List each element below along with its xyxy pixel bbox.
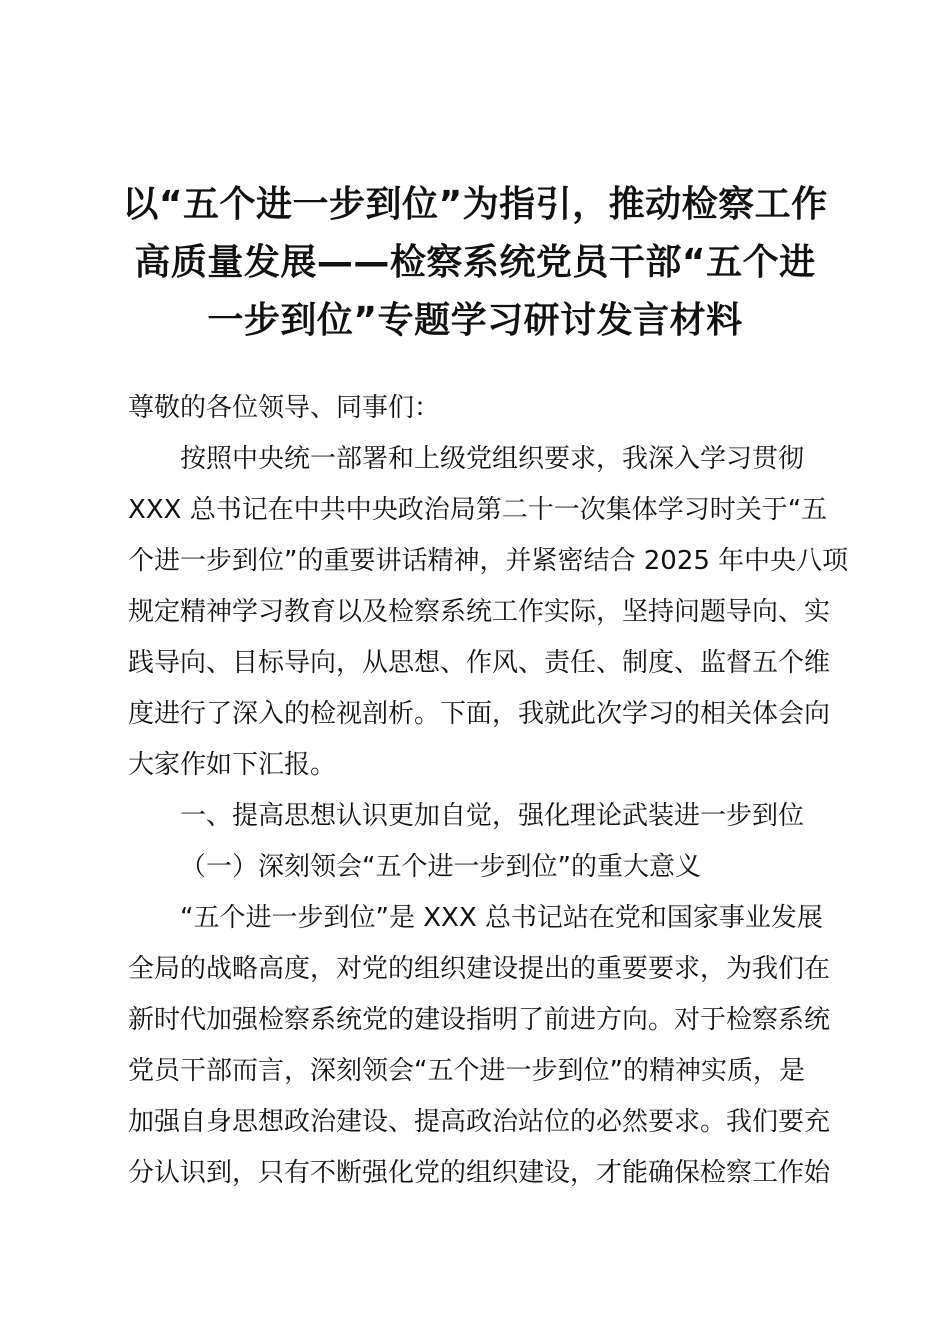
paragraph-line: 加强自身思想政治建设、提高政治站位的必然要求。我们要充 (128, 1107, 831, 1137)
section-heading: 一、提高思想认识更加自觉，强化理论武装进一步到位 (180, 801, 805, 831)
paragraph-line: 践导向、目标导向，从思想、作风、责任、制度、监督五个维 (128, 648, 831, 678)
paragraph-line: 度进行了深入的检视剖析。下面，我就此次学习的相关体会向 (128, 699, 831, 729)
salutation: 尊敬的各位领导、同事们： (128, 393, 441, 423)
document-body (128, 383, 849, 1199)
paragraph-line: 大家作如下汇报。 (128, 750, 337, 780)
paragraph-line: 分认识到，只有不断强化党的组织建设，才能确保检察工作始 (128, 1158, 831, 1188)
paragraph-line: 全局的战略高度，对党的组织建设提出的重要要求，为我们在 (128, 954, 831, 984)
paragraph-line: 党员干部而言，深刻领会“五个进一步到位”的精神实质，是 (128, 1056, 805, 1086)
paragraph-line: 规定精神学习教育以及检察系统工作实际，坚持问题导向、实 (128, 597, 831, 627)
paragraph-line: XXX 总书记在中共中央政治局第二十一次集体学习时关于“五 (128, 495, 828, 525)
paragraph-line: 按照中央统一部署和上级党组织要求，我深入学习贯彻 (180, 444, 805, 474)
document-title (110, 176, 840, 350)
paragraph-1 (128, 434, 849, 791)
paragraph-line: 新时代加强检察系统党的建设指明了前进方向。对于检察系统 (128, 1005, 831, 1035)
paragraph-line: 个进一步到位”的重要讲话精神，并紧密结合 2025 年中央八项 (128, 546, 849, 576)
title-line: 一步到位”专题学习研讨发言材料 (207, 300, 743, 341)
paragraph-line: “五个进一步到位”是 XXX 总书记站在党和国家事业发展 (180, 903, 823, 933)
title-line: 高质量发展——检察系统党员干部“五个进 (134, 242, 816, 283)
subsection-heading: （一）深刻领会“五个进一步到位”的重大意义 (180, 852, 701, 882)
title-line: 以“五个进一步到位”为指引，推动检察工作 (122, 184, 828, 225)
paragraph-2 (128, 893, 834, 1199)
